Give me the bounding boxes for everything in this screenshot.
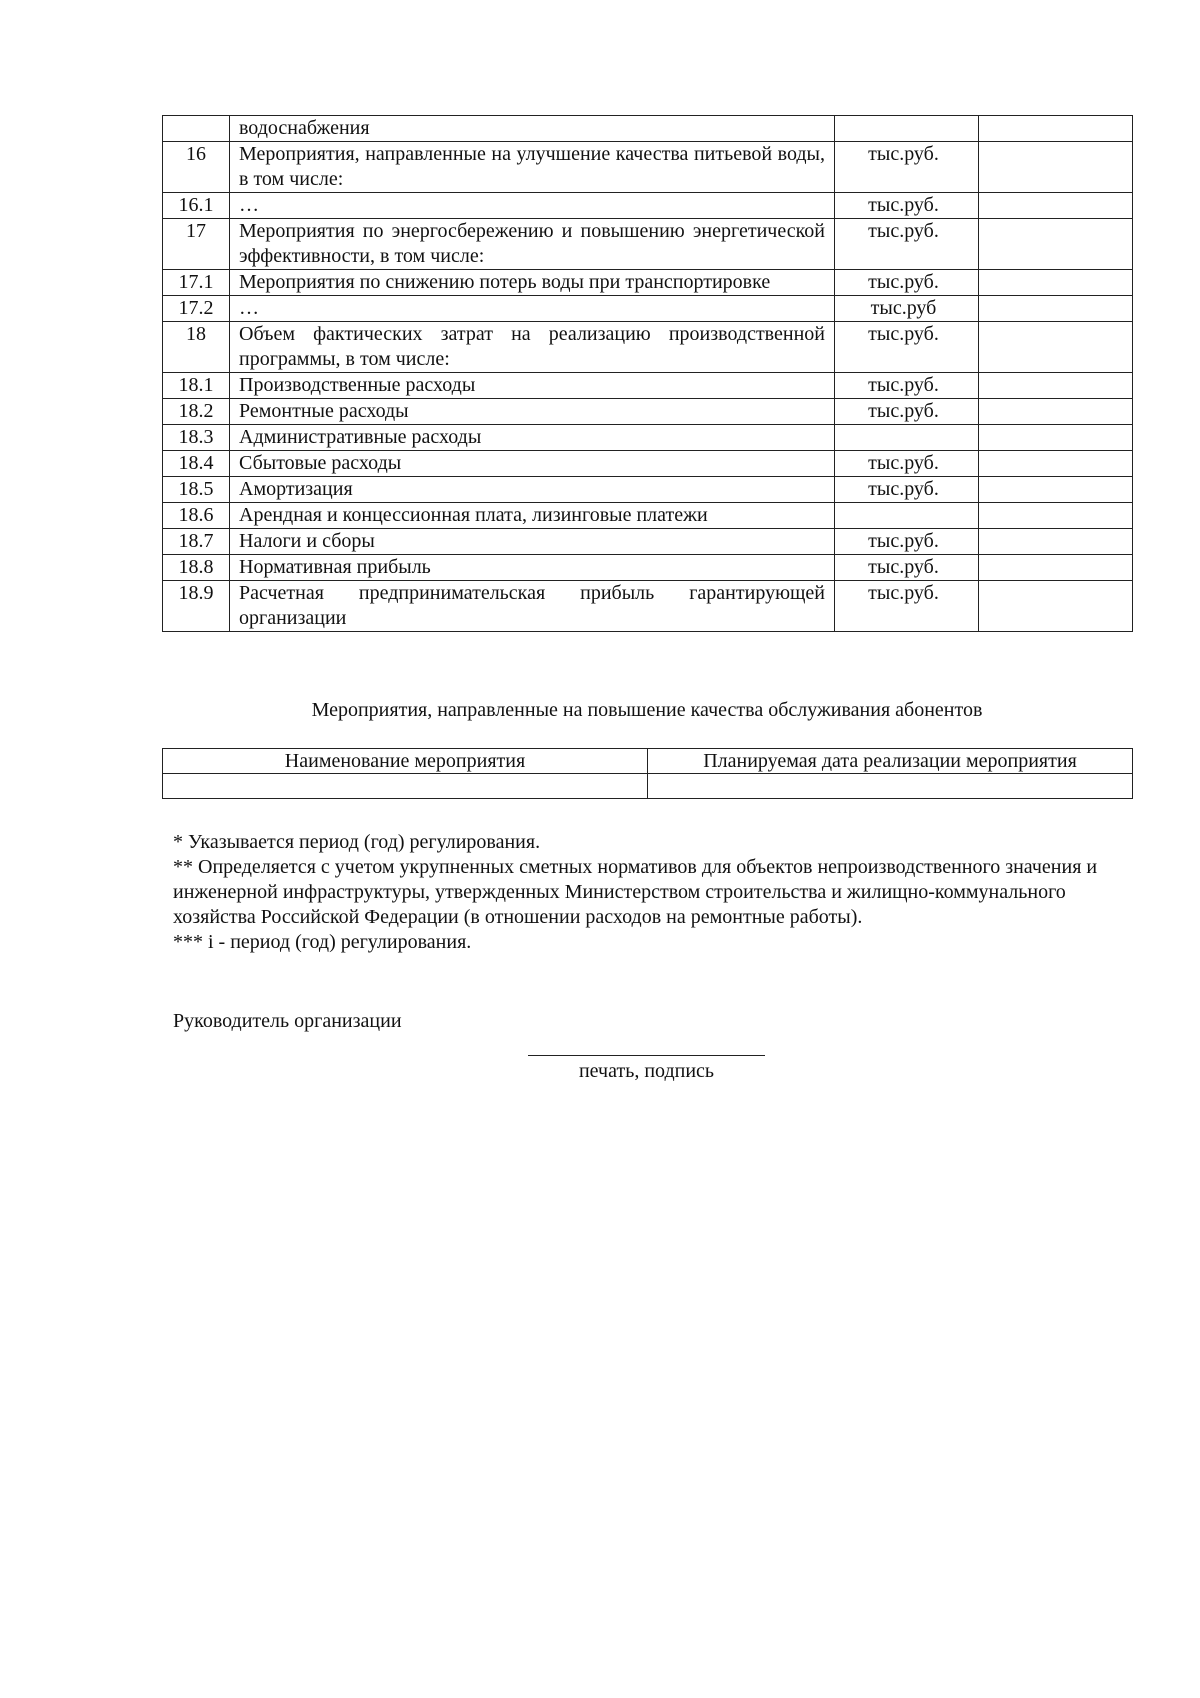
row-number: 18.4 xyxy=(163,451,230,477)
row-description: Амортизация xyxy=(230,477,835,503)
footnotes xyxy=(173,830,1133,955)
indicators-table xyxy=(162,115,1133,632)
row-unit xyxy=(835,425,979,451)
row-description: Сбытовые расходы xyxy=(230,451,835,477)
events-header-row xyxy=(163,749,1133,774)
row-description: Нормативная прибыль xyxy=(230,555,835,581)
row-unit: тыс.руб. xyxy=(835,529,979,555)
row-value xyxy=(979,270,1133,296)
row-value xyxy=(979,451,1133,477)
row-number: 18.1 xyxy=(163,373,230,399)
table-row xyxy=(163,193,1133,219)
row-description: Ремонтные расходы xyxy=(230,399,835,425)
row-value xyxy=(979,477,1133,503)
events-row xyxy=(163,774,1133,799)
row-unit: тыс.руб xyxy=(835,296,979,322)
row-value xyxy=(979,373,1133,399)
row-unit: тыс.руб. xyxy=(835,322,979,373)
row-number: 18.8 xyxy=(163,555,230,581)
row-description: Административные расходы xyxy=(230,425,835,451)
row-unit: тыс.руб. xyxy=(835,477,979,503)
row-description: … xyxy=(230,296,835,322)
row-unit: тыс.руб. xyxy=(835,451,979,477)
footnote-3: *** i - период (год) регулирования. xyxy=(173,931,472,953)
signature-line xyxy=(528,1055,765,1056)
table-row xyxy=(163,555,1133,581)
row-value xyxy=(979,322,1133,373)
row-number: 17.2 xyxy=(163,296,230,322)
table-row xyxy=(163,425,1133,451)
row-unit: тыс.руб. xyxy=(835,219,979,270)
table-row xyxy=(163,142,1133,193)
events-header-date: Планируемая дата реализации мероприятия xyxy=(648,749,1133,774)
row-description: Производственные расходы xyxy=(230,373,835,399)
indicators-table-body xyxy=(163,116,1133,632)
row-unit: тыс.руб. xyxy=(835,270,979,296)
row-description: … xyxy=(230,193,835,219)
row-value xyxy=(979,219,1133,270)
row-value xyxy=(979,425,1133,451)
row-number: 18.9 xyxy=(163,581,230,632)
row-number: 18.3 xyxy=(163,425,230,451)
row-description: Мероприятия по снижению потерь воды при транспортировке xyxy=(230,270,835,296)
events-table xyxy=(162,748,1133,799)
events-cell-date xyxy=(648,774,1133,799)
row-number: 17 xyxy=(163,219,230,270)
table-row xyxy=(163,529,1133,555)
row-unit: тыс.руб. xyxy=(835,142,979,193)
row-number: 17.1 xyxy=(163,270,230,296)
events-header-name: Наименование мероприятия xyxy=(163,749,648,774)
row-value xyxy=(979,116,1133,142)
signature-label: Руководитель организации xyxy=(173,1010,402,1032)
table-row xyxy=(163,219,1133,270)
table-row xyxy=(163,270,1133,296)
events-caption: Мероприятия, направленные на повышение качества обслуживания абонентов xyxy=(311,699,983,721)
table-row xyxy=(163,322,1133,373)
row-value xyxy=(979,399,1133,425)
row-description: Налоги и сборы xyxy=(230,529,835,555)
row-unit xyxy=(835,503,979,529)
row-description: Расчетная предпринимательская прибыль гарантирующей организации xyxy=(230,581,835,632)
row-number: 18.7 xyxy=(163,529,230,555)
row-value xyxy=(979,142,1133,193)
row-number: 16 xyxy=(163,142,230,193)
row-unit xyxy=(835,116,979,142)
row-value xyxy=(979,503,1133,529)
table-row xyxy=(163,116,1133,142)
row-value xyxy=(979,193,1133,219)
row-description: Мероприятия, направленные на улучшение качества питьевой воды, в том числе: xyxy=(230,142,835,193)
row-value xyxy=(979,555,1133,581)
row-number xyxy=(163,116,230,142)
row-description: Мероприятия по энергосбережению и повышению энергетической эффективности, в том числе: xyxy=(230,219,835,270)
table-row xyxy=(163,477,1133,503)
row-number: 18.2 xyxy=(163,399,230,425)
table-row xyxy=(163,451,1133,477)
row-unit: тыс.руб. xyxy=(835,555,979,581)
row-value xyxy=(979,529,1133,555)
footnote-2: ** Определяется с учетом укрупненных сметных нормативов для объектов непроизводственного значения и инженерной инфраструктуры, утвержденных Министерством строительства и жилищно-коммунального хозяйства Российской Федерации (в отношении расходов на ремонтные работы). xyxy=(173,856,1098,928)
row-description: водоснабжения xyxy=(230,116,835,142)
row-number: 18.5 xyxy=(163,477,230,503)
row-value xyxy=(979,581,1133,632)
row-unit: тыс.руб. xyxy=(835,399,979,425)
row-unit: тыс.руб. xyxy=(835,373,979,399)
row-number: 18 xyxy=(163,322,230,373)
events-cell-name xyxy=(163,774,648,799)
row-description: Объем фактических затрат на реализацию производственной программы, в том числе: xyxy=(230,322,835,373)
row-value xyxy=(979,296,1133,322)
footnote-1: * Указывается период (год) регулирования. xyxy=(173,831,541,853)
row-number: 18.6 xyxy=(163,503,230,529)
table-row xyxy=(163,296,1133,322)
row-unit: тыс.руб. xyxy=(835,193,979,219)
signature-caption: печать, подпись xyxy=(578,1060,715,1082)
table-row xyxy=(163,581,1133,632)
row-unit: тыс.руб. xyxy=(835,581,979,632)
table-row xyxy=(163,373,1133,399)
table-row xyxy=(163,399,1133,425)
row-number: 16.1 xyxy=(163,193,230,219)
row-description: Арендная и концессионная плата, лизинговые платежи xyxy=(230,503,835,529)
table-row xyxy=(163,503,1133,529)
